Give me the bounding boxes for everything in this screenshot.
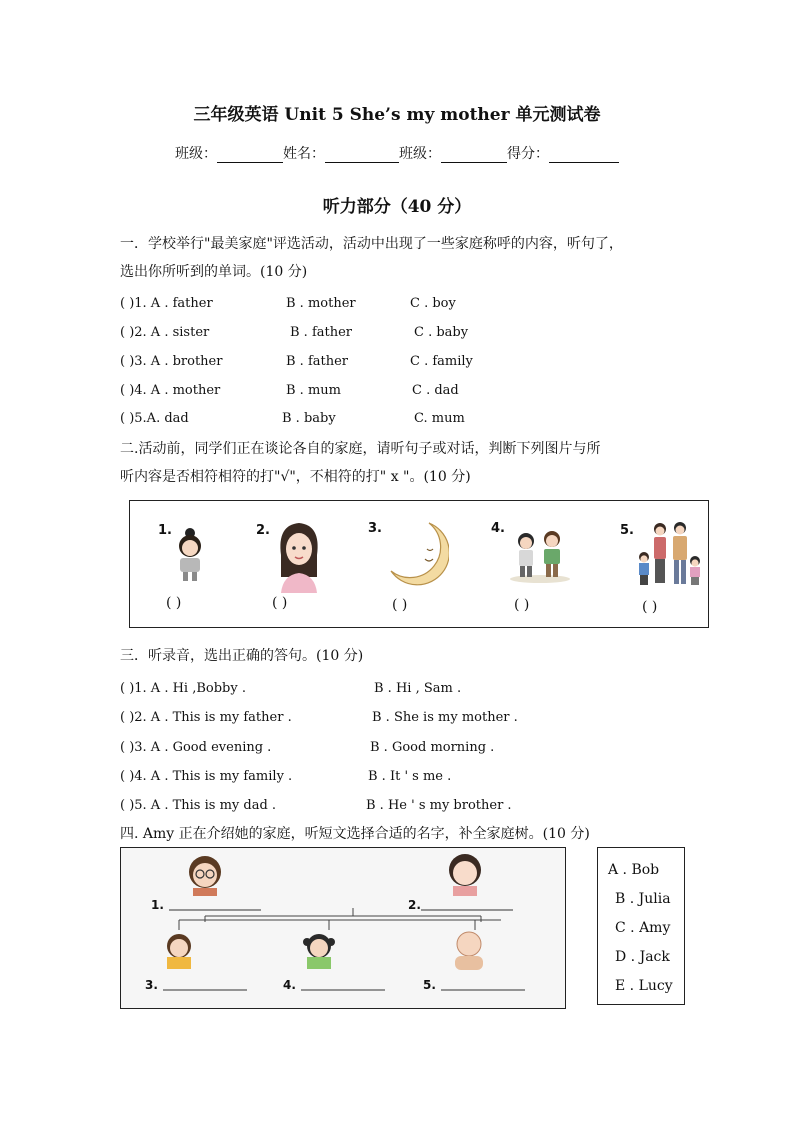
name-option: D . Jack [615, 949, 670, 965]
q1-item-b: B . father [286, 354, 349, 369]
class-label: 班级： [175, 146, 217, 162]
q1-heading [120, 230, 680, 286]
q3-option-b: B . He ' s my brother . [366, 798, 512, 813]
q2-line2: 听内容是否相符相符的打"√"，不相符的打" x "。(10 分) [120, 469, 471, 485]
q1-item-c: C . baby [414, 325, 469, 340]
family-picture [635, 519, 703, 591]
name-option: A . Bob [608, 862, 660, 878]
q3-line1: 三．听录音，选出正确的答句。(10 分) [120, 648, 364, 664]
score-label: 得分： [507, 146, 549, 162]
q4-heading [120, 820, 720, 848]
two-children-picture [508, 527, 572, 583]
q1-line1: 一．学校举行"最美家庭"评选活动，活动中出现了一些家庭称呼的内容，听句了， [120, 236, 623, 252]
q1-item-a: ( )5.A. dad [120, 411, 189, 426]
answer-parentheses[interactable]: ( ) [642, 599, 658, 615]
tree-blank-label: 4. [283, 978, 296, 992]
q2-heading [120, 435, 680, 491]
q1-item-c: C . dad [412, 383, 459, 398]
q3-option-b: B . She is my mother . [372, 710, 518, 725]
q3-option-a: ( )3. A . Good evening . [120, 740, 272, 755]
q1-item-a: ( )3. A . brother [120, 354, 223, 369]
q1-item-a: ( )4. A . mother [120, 383, 221, 398]
girl-picture [170, 527, 210, 583]
class2-blank[interactable] [441, 148, 507, 163]
q2-line1: 二.活动前，同学们正在谈论各自的家庭，请听句子或对话，判断下列图片与所 [120, 441, 601, 457]
q3-heading [120, 642, 680, 670]
name-blank[interactable] [325, 148, 399, 163]
q1-item-a: ( )2. A . sister [120, 325, 210, 340]
tree-blank-label: 5. [423, 978, 436, 992]
name-options-box [597, 847, 685, 1005]
q1-item-b: B . mum [286, 383, 341, 398]
name-option: E . Lucy [615, 978, 673, 994]
answer-parentheses[interactable]: ( ) [392, 597, 408, 613]
q4-line1: 四. Amy 正在介绍她的家庭，听短文选择合适的名字，补全家庭树。(10 分) [120, 826, 590, 842]
woman-picture [275, 519, 323, 593]
answer-parentheses[interactable]: ( ) [272, 595, 288, 611]
picture-number: 3. [368, 521, 382, 536]
name-option: C . Amy [615, 920, 671, 936]
q3-option-a: ( )5. A . This is my dad . [120, 798, 277, 813]
q3-option-a: ( )4. A . This is my family . [120, 769, 293, 784]
q1-item-b: B . father [290, 325, 353, 340]
name-label: 姓名： [283, 146, 325, 162]
moon-icon [385, 519, 449, 589]
q1-line2: 选出你所听到的单词。(10 分) [120, 264, 308, 280]
family-tree-box [120, 847, 566, 1009]
picture-number: 1. [158, 523, 172, 538]
student-info-line [0, 143, 794, 163]
q3-option-b: B . Hi , Sam . [374, 681, 462, 696]
page-title: 三年级英语 Unit 5 She’s my mother 单元测试卷 [193, 105, 601, 125]
class2-label: 班级： [399, 146, 441, 162]
q1-item-c: C . boy [410, 296, 456, 311]
tree-blank-label: 3. [145, 978, 158, 992]
tree-blank-label: 1. [151, 898, 164, 912]
q3-option-b: B . Good morning . [370, 740, 495, 755]
answer-parentheses[interactable]: ( ) [166, 595, 182, 611]
q3-option-a: ( )2. A . This is my father . [120, 710, 292, 725]
q1-item-a: ( )1. A . father [120, 296, 213, 311]
answer-parentheses[interactable]: ( ) [514, 597, 530, 613]
q1-item-b: B . mother [286, 296, 356, 311]
q1-item-c: C. mum [414, 411, 465, 426]
q3-option-a: ( )1. A . Hi ,Bobby . [120, 681, 246, 696]
tree-blank-label: 2. [408, 898, 421, 912]
family-tree-lines [121, 848, 565, 1008]
listening-section-title: 听力部分（40 分） [322, 197, 472, 217]
score-blank[interactable] [549, 148, 619, 163]
q3-option-b: B . It ' s me . [368, 769, 452, 784]
q1-item-c: C . family [410, 354, 473, 369]
picture-number: 2. [256, 523, 270, 538]
picture-box [129, 500, 709, 628]
picture-number: 5. [620, 523, 634, 538]
name-option: B . Julia [615, 891, 671, 907]
q1-item-b: B . baby [282, 411, 336, 426]
picture-number: 4. [491, 521, 505, 536]
class-blank[interactable] [217, 148, 283, 163]
